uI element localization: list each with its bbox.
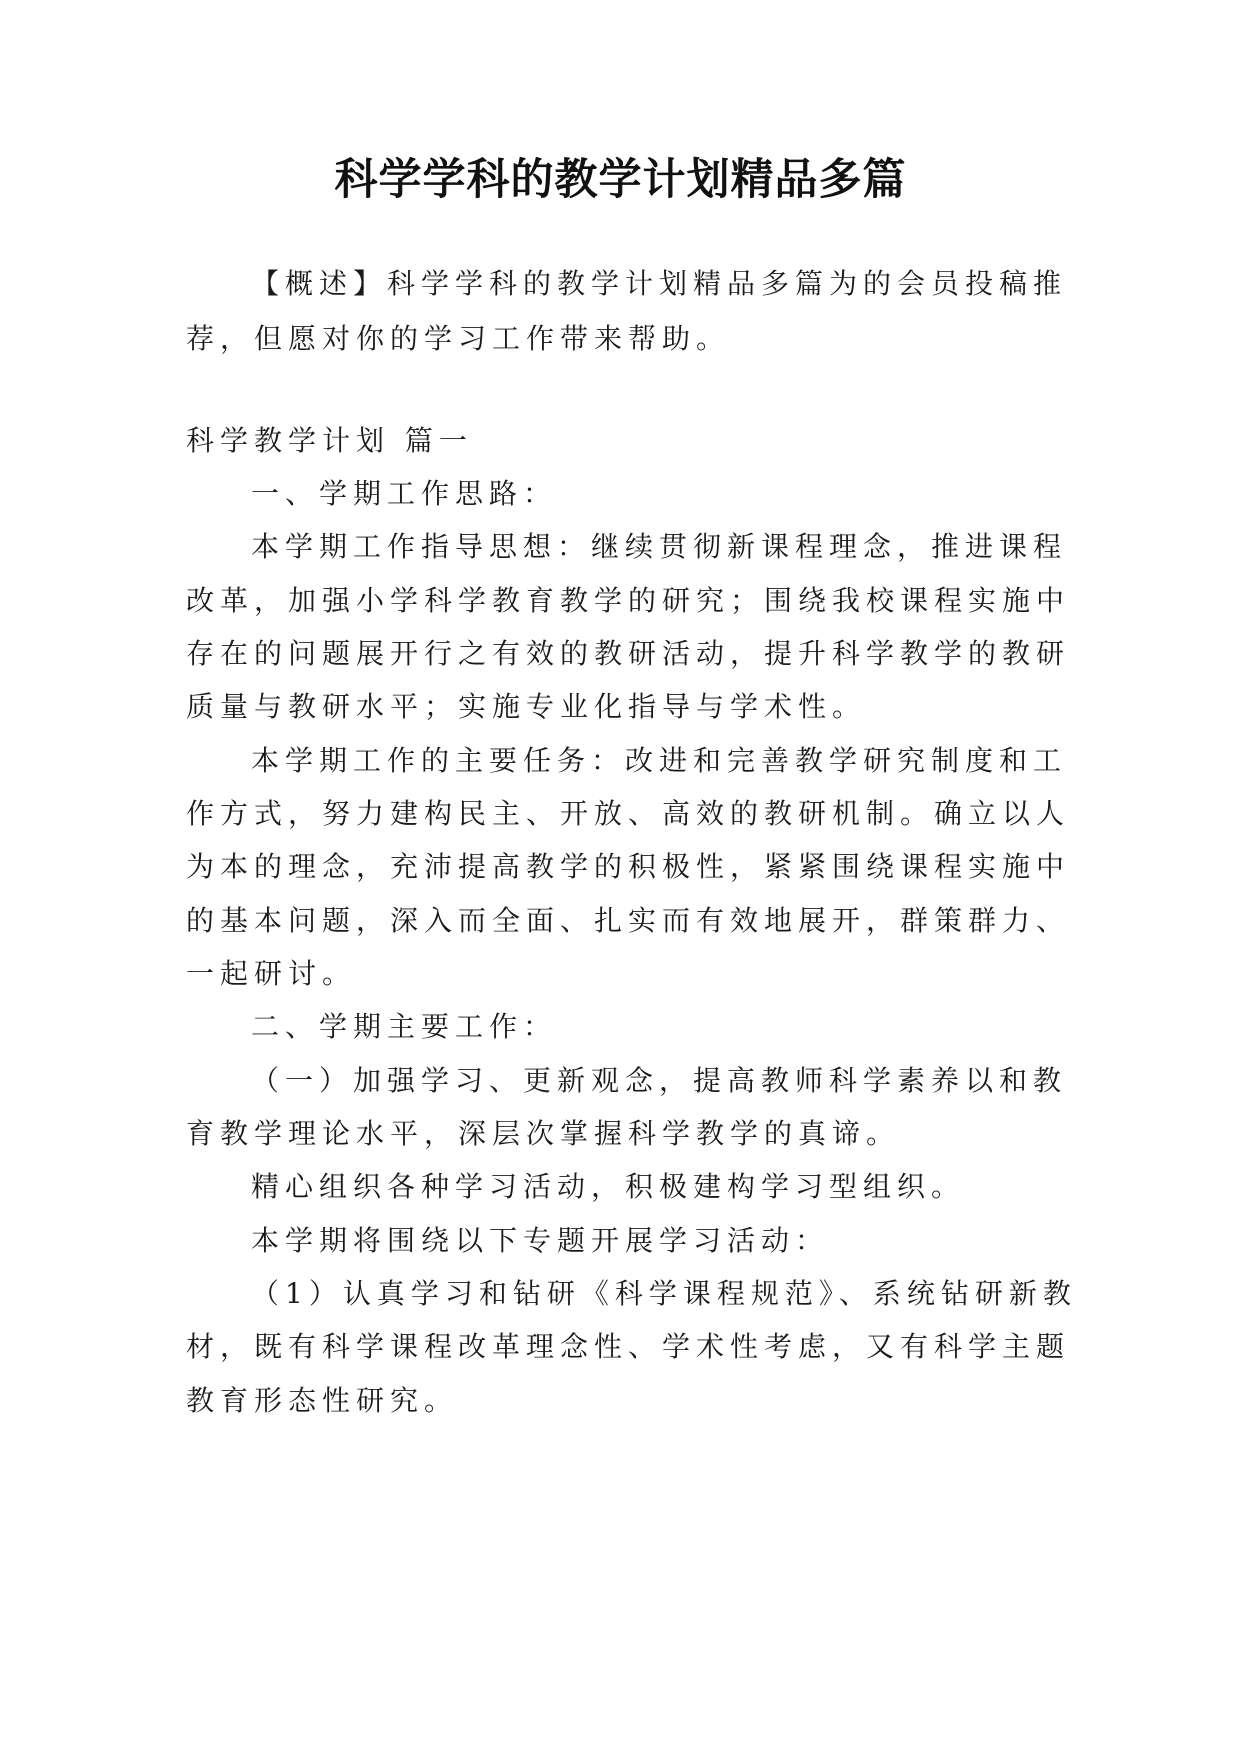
paragraph-line: （一）加强学习、更新观念，提高教师科学素养以和教 (251, 1064, 1068, 1097)
paragraph-line: 为本的理念，充沛提高教学的积极性，紧紧围绕课程实施中 (186, 850, 1071, 883)
paragraph-line: 作方式，努力建构民主、开放、高效的教研机制。确立以人 (186, 797, 1071, 830)
document-title: 科学学科的教学计划精品多篇 (334, 155, 907, 205)
paragraph-line: 一起研讨。 (186, 957, 357, 990)
paragraph-line: 一、学期工作思路： (251, 477, 558, 510)
paragraph-line: 材，既有科学课程改革理念性、学术性考虑，又有科学主题 (186, 1330, 1071, 1363)
paragraph-line: 教育形态性研究。 (186, 1384, 459, 1417)
summary-line-1: 【概述】科学学科的教学计划精品多篇为的会员投稿推 (251, 267, 1068, 300)
paragraph-line: 的基本问题，深入而全面、扎实而有效地展开，群策群力、 (186, 904, 1071, 937)
paragraph-line: 存在的问题展开行之有效的教研活动，提升科学教学的教研 (186, 637, 1071, 670)
paragraph-line: 质量与教研水平；实施专业化指导与学术性。 (186, 690, 867, 723)
paragraph-line: 二、学期主要工作： (251, 1010, 558, 1043)
paragraph-line: 育教学理论水平，深层次掌握科学教学的真谛。 (186, 1117, 901, 1150)
section-heading: 科学教学计划 篇一 (186, 424, 473, 457)
paragraph-line: 改革，加强小学科学教育教学的研究；围绕我校课程实施中 (186, 584, 1071, 617)
paragraph-line: 精心组织各种学习活动，积极建构学习型组织。 (251, 1170, 966, 1203)
summary-line-2: 荐，但愿对你的学习工作带来帮助。 (186, 322, 731, 355)
paragraph-line: 本学期工作的主要任务：改进和完善教学研究制度和工 (251, 744, 1068, 777)
paragraph-line: 本学期将围绕以下专题开展学习活动： (251, 1224, 830, 1257)
paragraph-line: 本学期工作指导思想：继续贯彻新课程理念，推进课程 (251, 530, 1068, 563)
paragraph-line: （1）认真学习和钻研《科学课程规范》、系统钻研新教 (251, 1277, 1077, 1310)
